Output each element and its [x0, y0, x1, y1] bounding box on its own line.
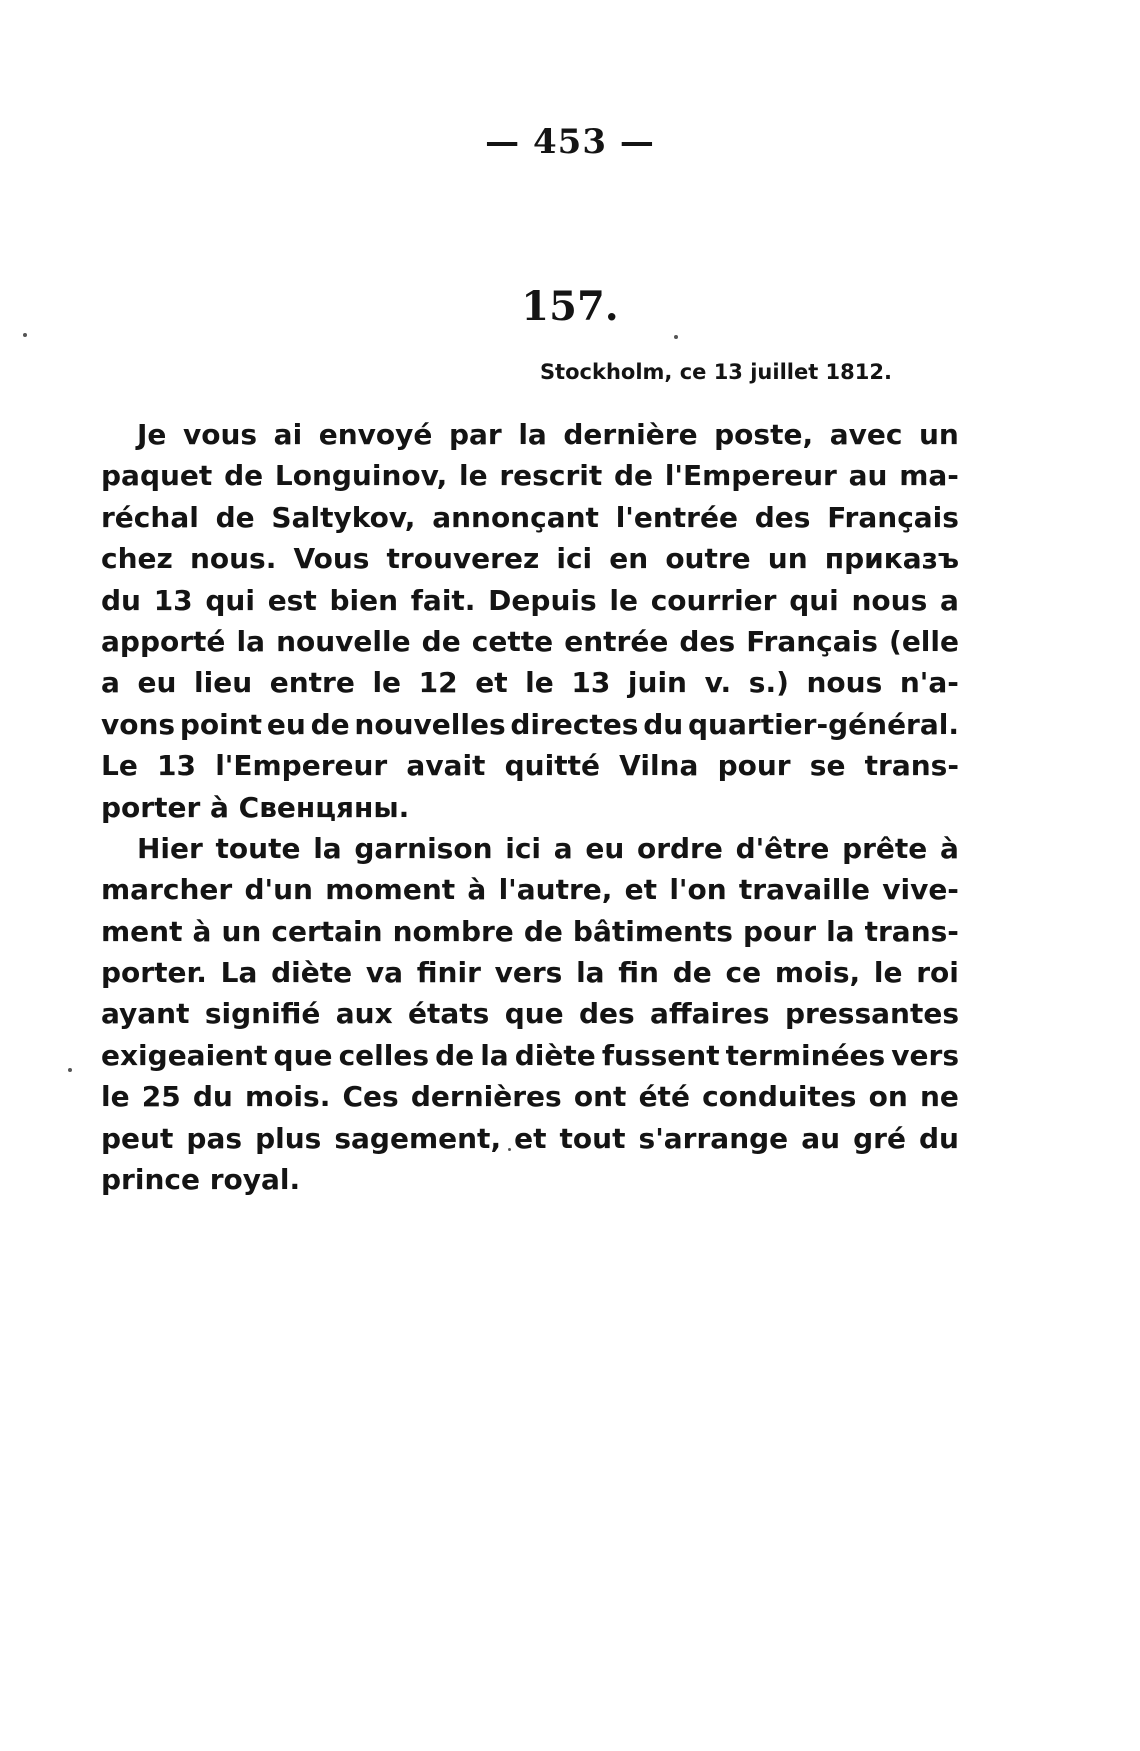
text-line: porter à Свенцяны. — [101, 790, 410, 824]
text-line: marcher d'un moment à l'autre, et l'on travaille vive- — [101, 873, 959, 907]
paragraph — [101, 828, 959, 1201]
text-line: prince royal. — [101, 1163, 301, 1197]
page-number: — 453 — — [485, 122, 655, 162]
text-line: chez nous. Vous trouverez ici en outre un приказъ — [101, 542, 959, 576]
scan-speck — [674, 335, 678, 339]
text-line: paquet de Longuinov, le rescrit de l'Empereur au ma- — [101, 459, 959, 493]
text-line: Je vous ai envoyé par la dernière poste, avec un — [137, 418, 959, 451]
scan-speck — [68, 1068, 72, 1072]
scan-speck — [508, 1148, 511, 1151]
paragraph — [101, 414, 959, 828]
text-line: vons point eu de nouvelles directes du quartier-général. — [101, 707, 959, 741]
text-line: exigeaient que celles de la diète fussent terminées vers — [101, 1038, 959, 1072]
text-line: a eu lieu entre le 12 et le 13 juin v. s.) nous n'a- — [101, 666, 959, 700]
text-line: Le 13 l'Empereur avait quitté Vilna pour se trans- — [101, 749, 959, 783]
text-line: porter. La diète va finir vers la fin de ce mois, le roi — [101, 956, 959, 990]
text-line: apporté la nouvelle de cette entrée des Français (elle — [101, 624, 959, 658]
text-line: Hier toute la garnison ici a eu ordre d'être prête à — [137, 831, 959, 865]
letter-body — [101, 414, 959, 1200]
text-line: le 25 du mois. Ces dernières ont été conduites on ne — [101, 1080, 959, 1114]
letter-number: 157. — [521, 283, 619, 330]
text-line: ayant signifié aux états que des affaires pressantes — [101, 997, 959, 1031]
letter-dateline: Stockholm, ce 13 juillet 1812. — [539, 360, 892, 384]
text-line: réchal de Saltykov, annonçant l'entrée des Français — [101, 500, 959, 534]
scan-speck — [23, 333, 27, 337]
text-line: ment à un certain nombre de bâtiments pour la trans- — [101, 914, 959, 948]
text-line: du 13 qui est bien fait. Depuis le courrier qui nous a — [101, 583, 959, 617]
text-line: peut pas plus sagement, et tout s'arrange au gré du — [101, 1121, 959, 1155]
